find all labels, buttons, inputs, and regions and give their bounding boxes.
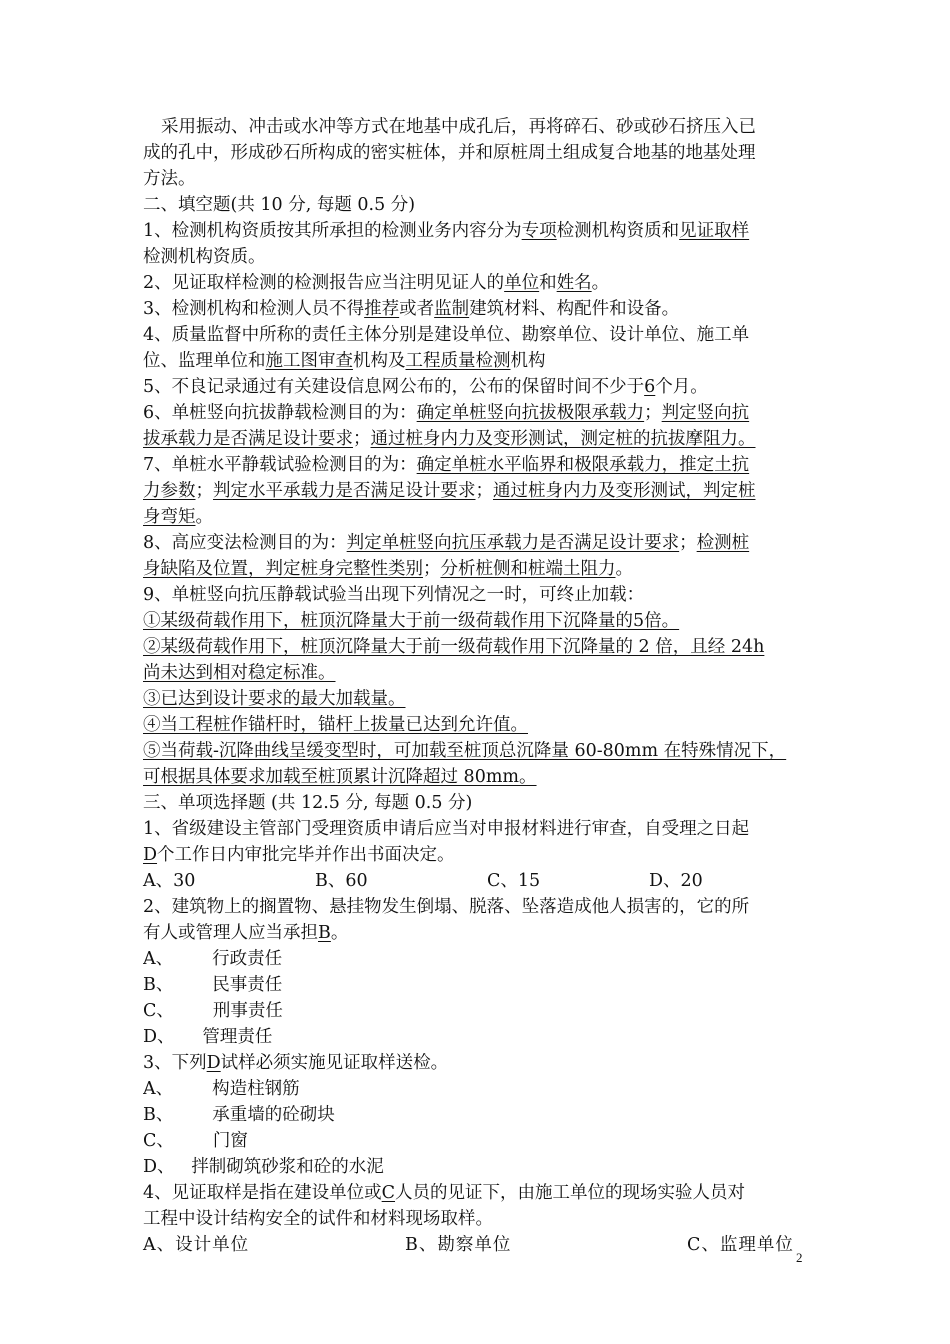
document-body	[143, 114, 810, 1258]
question-3-4: 4、见证取样是指在建设单位或C人员的见证下，由施工单位的现场实验人员对	[143, 1183, 746, 1203]
option: B、60	[315, 871, 368, 891]
answer-blank: 判定竖向抗	[661, 403, 750, 423]
answer-blank: 专项	[521, 221, 557, 241]
question-2-8-cont: 身缺陷及位置，判定桩身完整性类别；分析桩侧和桩端土阻力。	[143, 559, 633, 579]
question-2-9-item: ②某级荷载作用下，桩顶沉降量大于前一级荷载作用下沉降量的 2 倍，且经 24h	[143, 637, 765, 657]
option: B、 承重墙的砼砌块	[143, 1105, 335, 1125]
question-2-1: 1、检测机构资质按其所承担的检测业务内容分为专项检测机构资质和见证取样	[143, 221, 750, 241]
question-3-1: 1、省级建设主管部门受理资质申请后应当对申报材料进行审查，自受理之日起	[143, 819, 750, 839]
answer-blank: 见证取样	[679, 221, 750, 241]
question-2-5: 5、不良记录通过有关建设信息网公布的，公布的保留时间不少于6个月。	[143, 377, 708, 397]
answer-blank: 确定单桩水平临界和极限承载力，推定土抗	[416, 455, 750, 475]
question-2-7-cont: 身弯矩。	[143, 507, 213, 527]
question-2-4: 4、质量监督中所称的责任主体分别是建设单位、勘察单位、设计单位、施工单	[143, 325, 750, 345]
option: D、 拌制砌筑砂浆和砼的水泥	[143, 1157, 384, 1177]
page-number: 2	[796, 1250, 803, 1265]
option: C、 刑事责任	[143, 1001, 283, 1021]
answer-blank: 身弯矩	[143, 507, 196, 527]
answer-blank: 姓名	[556, 273, 592, 293]
question-3-4-cont: 工程中设计结构安全的试件和材料现场取样。	[143, 1209, 493, 1229]
question-3-4-options	[143, 1232, 810, 1258]
answer-blank: 单位	[504, 273, 540, 293]
answer-blank: 通过桩身内力及变形测试，测定桩的抗拔摩阻力。	[370, 429, 756, 449]
option: A、 行政责任	[143, 949, 283, 969]
answer-blank: 判定单桩竖向抗压承载力是否满足设计要求	[346, 533, 680, 553]
question-2-9-item: ③已达到设计要求的最大加载量。	[143, 689, 406, 709]
question-2-9-item: ④当工程桩作锚杆时，锚杆上拔量已达到允许值。	[143, 715, 528, 735]
intro-line: 采用振动、冲击或水冲等方式在地基中成孔后，再将碎石、砂或砂石挤压入已	[161, 117, 756, 137]
answer-blank: D	[143, 845, 158, 865]
answer-blank: 分析桩侧和桩端土阻力	[440, 559, 616, 579]
answer-blank: 施工图审查	[265, 351, 353, 371]
question-3-1-cont: D个工作日内审批完毕并作出书面决定。	[143, 845, 455, 865]
question-3-2: 2、建筑物上的搁置物、悬挂物发生倒塌、脱落、坠落造成他人损害的，它的所	[143, 897, 750, 917]
answer-blank: 检测桩	[696, 533, 750, 553]
question-2-9-item: 尚未达到相对稳定标准。	[143, 663, 336, 683]
answer-blank: 通过桩身内力及变形测试，判定桩	[493, 481, 756, 501]
intro-line: 方法。	[143, 169, 196, 189]
answer-blank: D	[206, 1053, 221, 1073]
option: C、 门窗	[143, 1131, 248, 1151]
question-3-2-cont: 有人或管理人应当承担B。	[143, 923, 349, 943]
question-2-7-cont: 力参数；判定水平承载力是否满足设计要求；通过桩身内力及变形测试，判定桩	[143, 481, 756, 501]
question-2-9-item: 可根据具体要求加载至桩顶累计沉降超过 80mm。	[143, 767, 537, 787]
question-2-7: 7、单桩水平静载试验检测目的为：确定单桩水平临界和极限承载力，推定土抗	[143, 455, 750, 475]
option: D、20	[649, 871, 703, 891]
answer-blank: 身缺陷及位置，判定桩身完整性类别	[143, 559, 423, 579]
question-2-6: 6、单桩竖向抗拔静载检测目的为：确定单桩竖向抗拔极限承载力；判定竖向抗	[143, 403, 750, 423]
answer-blank: 工程质量检测	[405, 351, 511, 371]
option: B、勘察单位	[405, 1235, 512, 1255]
question-2-6-cont: 拔承载力是否满足设计要求；通过桩身内力及变形测试，测定桩的抗拔摩阻力。	[143, 429, 756, 449]
option: C、监理单位	[687, 1235, 794, 1255]
answer-blank: 确定单桩竖向抗拔极限承载力	[416, 403, 645, 423]
question-3-1-options	[143, 868, 810, 894]
question-3-3: 3、下列D试样必须实施见证取样送检。	[143, 1053, 449, 1073]
answer-blank: 判定水平承载力是否满足设计要求	[213, 481, 476, 501]
answer-blank: 推荐	[364, 299, 400, 319]
question-2-1-cont: 检测机构资质。	[143, 247, 266, 267]
question-2-4-cont: 位、监理单位和施工图审查机构及工程质量检测机构	[143, 351, 546, 371]
option: C、15	[487, 871, 541, 891]
question-2-9: 9、单桩竖向抗压静载试验当出现下列情况之一时，可终止加载：	[143, 585, 645, 605]
option: A、30	[143, 871, 196, 891]
answer-blank: 6	[644, 377, 656, 397]
section-3-title: 三、单项选择题 (共 12.5 分, 每题 0.5 分)	[143, 793, 473, 813]
answer-blank: 力参数	[143, 481, 196, 501]
answer-blank: C	[381, 1183, 396, 1203]
answer-blank: B	[318, 923, 331, 943]
question-2-2: 2、见证取样检测的检测报告应当注明见证人的单位和姓名。	[143, 273, 610, 293]
question-2-3: 3、检测机构和检测人员不得推荐或者监制建筑材料、构配件和设备。	[143, 299, 680, 319]
question-2-9-item: ①某级荷载作用下，桩顶沉降量大于前一级荷载作用下沉降量的5倍。	[143, 611, 680, 631]
option: D、 管理责任	[143, 1027, 273, 1047]
question-2-8: 8、高应变法检测目的为：判定单桩竖向抗压承载力是否满足设计要求；检测桩	[143, 533, 750, 553]
intro-line: 成的孔中，形成砂石所构成的密实桩体，并和原桩周土组成复合地基的地基处理	[143, 143, 756, 163]
option: A、设计单位	[143, 1235, 250, 1255]
option: B、 民事责任	[143, 975, 283, 995]
option: A、 构造柱钢筋	[143, 1079, 300, 1099]
answer-blank: 监制	[434, 299, 470, 319]
section-2-title: 二、填空题(共 10 分, 每题 0.5 分)	[143, 195, 416, 215]
answer-blank: 拔承载力是否满足设计要求	[143, 429, 353, 449]
question-2-9-item: ⑤当荷载-沉降曲线呈缓变型时，可加载至桩顶总沉降量 60-80mm 在特殊情况下，	[143, 741, 787, 761]
